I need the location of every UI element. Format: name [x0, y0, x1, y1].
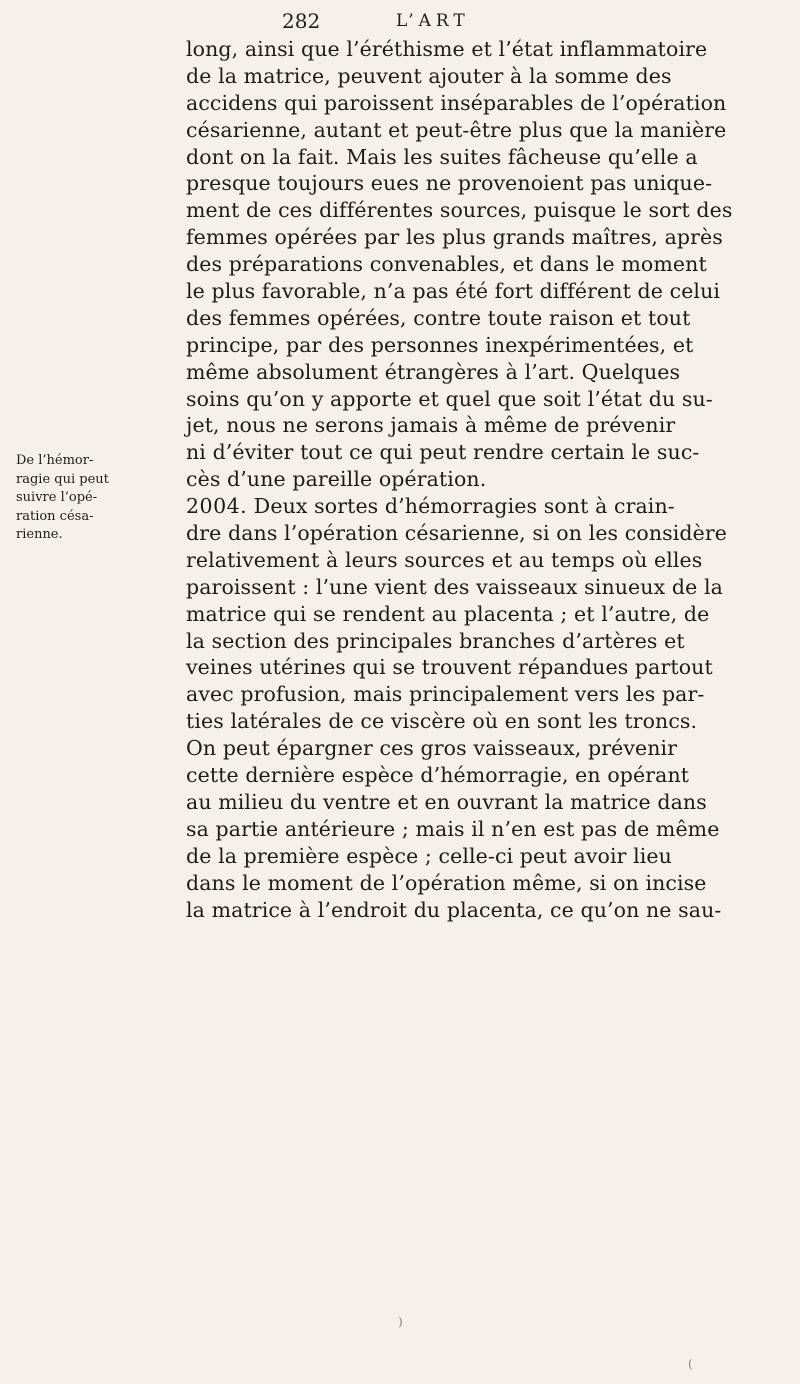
- margin-note-line: rienne.: [16, 527, 63, 542]
- text-line: césarienne, autant et peut-être plus que la manière: [186, 117, 727, 142]
- text-line: ties latérales de ce viscère où en sont les troncs.: [186, 709, 698, 734]
- text-line: dre dans l’opération césarienne, si on les considère: [186, 521, 727, 546]
- margin-note: [16, 452, 186, 545]
- text-line: jet, nous ne serons jamais à même de prévenir: [186, 413, 676, 438]
- text-line: accidens qui paroissent inséparables de l’opération: [186, 90, 727, 115]
- section-first-line: [186, 493, 794, 520]
- text-line: matrice qui se rendent au placenta ; et l’autre, de: [186, 601, 710, 626]
- body-text: [186, 36, 794, 923]
- running-title: L’ART: [396, 11, 470, 31]
- section-first-line-text: Deux sortes d’hémorragies sont à crain-: [247, 494, 675, 519]
- text-line: le plus favorable, n’a pas été fort différent de celui: [186, 279, 721, 304]
- text-line: long, ainsi que l’éréthisme et l’état inflammatoire: [186, 37, 708, 61]
- text-line: sa partie antérieure ; mais il n’en est pas de même: [186, 816, 720, 841]
- margin-note-line: De l’hémor-: [16, 453, 94, 468]
- text-line: paroissent : l’une vient des vaisseaux sinueux de la: [186, 574, 723, 599]
- text-line: des préparations convenables, et dans le moment: [186, 252, 707, 277]
- paper-blemish: ): [398, 1315, 403, 1329]
- text-line: soins qu’on y apporte et quel que soit l’état du su-: [186, 386, 713, 411]
- text-line: principe, par des personnes inexpérimentées, et: [186, 332, 694, 357]
- section-number: 2004.: [186, 494, 248, 519]
- text-line: veines utérines qui se trouvent répandues partout: [186, 655, 713, 680]
- text-line: presque toujours eues ne provenoient pas unique-: [186, 171, 713, 196]
- text-line: dont on la fait. Mais les suites fâcheuse qu’elle a: [186, 144, 698, 169]
- text-line: de la première espèce ; celle-ci peut avoir lieu: [186, 843, 672, 868]
- margin-note-line: ragie qui peut: [16, 471, 109, 487]
- text-line: On peut épargner ces gros vaisseaux, prévenir: [186, 736, 678, 761]
- paper-blemish: (: [688, 1357, 693, 1371]
- text-line: la section des principales branches d’artères et: [186, 628, 685, 653]
- text-line: avec profusion, mais principalement vers les par-: [186, 682, 705, 707]
- text-line: des femmes opérées, contre toute raison et tout: [186, 305, 691, 330]
- text-line: au milieu du ventre et en ouvrant la matrice dans: [186, 789, 707, 814]
- text-line: la matrice à l’endroit du placenta, ce qu’on ne sau-: [186, 897, 722, 922]
- text-line: de la matrice, peuvent ajouter à la somme des: [186, 63, 672, 88]
- text-line: ment de ces différentes sources, puisque le sort des: [186, 198, 733, 223]
- text-line: relativement à leurs sources et au temps où elles: [186, 547, 703, 572]
- text-line: dans le moment de l’opération même, si on incise: [186, 870, 707, 895]
- text-line: ni d’éviter tout ce qui peut rendre certain le suc-: [186, 440, 700, 465]
- text-line: même absolument étrangères à l’art. Quelques: [186, 359, 681, 384]
- text-line: cette dernière espèce d’hémorragie, en opérant: [186, 763, 690, 788]
- page-header: [282, 6, 752, 36]
- text-line: cès d’une pareille opération.: [186, 467, 487, 492]
- margin-note-line: ration césa-: [16, 508, 94, 524]
- text-line: femmes opérées par les plus grands maîtres, après: [186, 225, 723, 250]
- margin-note-line: suivre l’opé-: [16, 490, 98, 505]
- page-number: 282: [282, 9, 321, 33]
